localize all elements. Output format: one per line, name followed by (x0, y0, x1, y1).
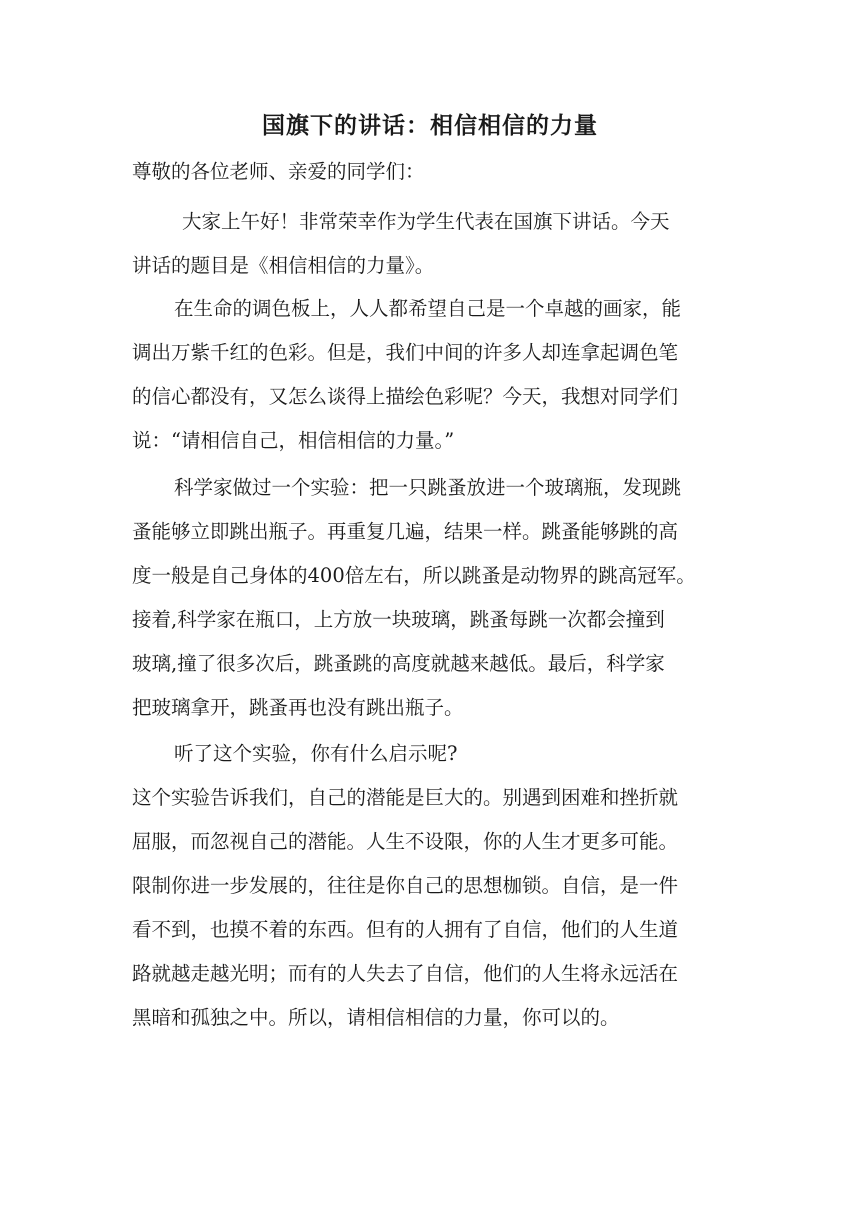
salutation-line: 尊敬的各位老师、亲爱的同学们： (132, 160, 425, 183)
body-line: 度一般是自己身体的400倍左右，所以跳蚤是动物界的跳高冠军。 (132, 564, 696, 587)
body-line: 大家上午好！非常荣幸作为学生代表在国旗下讲话。今天 (182, 210, 670, 233)
body-line: 在生命的调色板上，人人都希望自己是一个卓越的画家，能 (174, 297, 682, 320)
body-line: 把玻璃拿开，跳蚤再也没有跳出瓶子。 (132, 696, 464, 719)
body-line: 说：“请相信自己，相信相信的力量。” (132, 429, 455, 452)
body-line: 限制你进一步发展的，往往是你自己的思想枷锁。自信，是一件 (132, 874, 679, 897)
body-line: 科学家做过一个实验：把一只跳蚤放进一个玻璃瓶，发现跳 (174, 476, 682, 499)
body-line: 路就越走越光明；而有的人失去了自信，他们的人生将永远活在 (132, 962, 679, 985)
body-line: 的信心都没有，又怎么谈得上描绘色彩呢？今天，我想对同学们 (132, 385, 679, 408)
body-line: 接着,科学家在瓶口，上方放一块玻璃，跳蚤每跳一次都会撞到 (132, 608, 665, 631)
body-line: 玻璃,撞了很多次后，跳蚤跳的高度就越来越低。最后，科学家 (132, 652, 665, 675)
body-line: 看不到，也摸不着的东西。但有的人拥有了自信，他们的人生道 (132, 918, 679, 941)
body-line: 屈服，而忽视自己的潜能。人生不设限，你的人生才更多可能。 (132, 830, 679, 853)
body-line: 听了这个实验，你有什么启示呢? (174, 742, 458, 765)
document-title: 国旗下的讲话：相信相信的力量 (262, 112, 598, 139)
body-line: 黑暗和孤独之中。所以，请相信相信的力量，你可以的。 (132, 1006, 620, 1029)
body-line: 讲话的题目是《相信相信的力量》。 (132, 254, 435, 277)
body-line: 蚤能够立即跳出瓶子。再重复几遍，结果一样。跳蚤能够跳的高 (132, 520, 679, 543)
body-line: 调出万紫千红的色彩。但是，我们中间的许多人却连拿起调色笔 (132, 341, 679, 364)
body-line: 这个实验告诉我们，自己的潜能是巨大的。别遇到困难和挫折就 (132, 786, 679, 809)
